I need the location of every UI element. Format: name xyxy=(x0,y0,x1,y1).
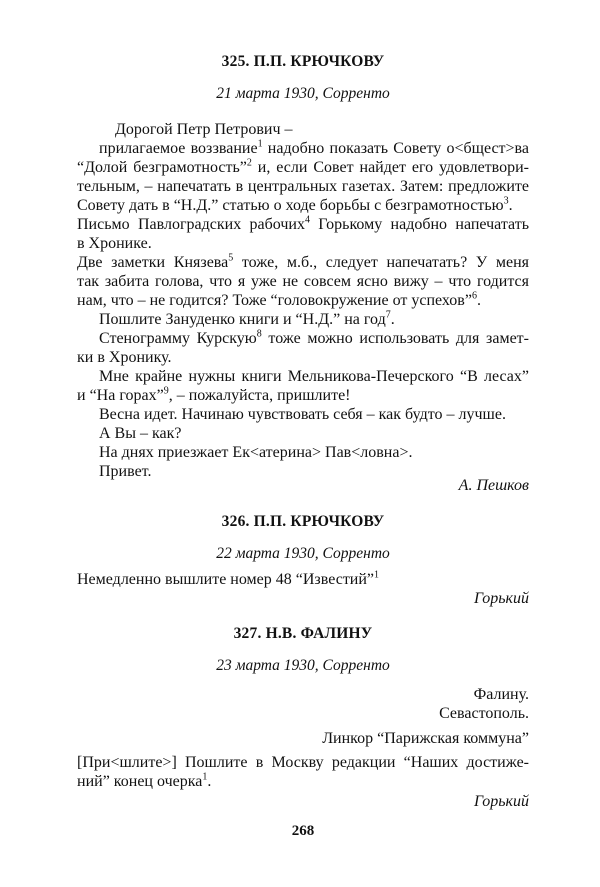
footnote-ref: 7 xyxy=(385,309,391,321)
footnote-ref: 9 xyxy=(163,385,169,397)
letter-325-heading: 325. П.П. КРЮЧКОВУ xyxy=(221,53,385,70)
letter-326-signature: Горький xyxy=(473,590,529,607)
footnote-ref: 1 xyxy=(202,771,208,783)
letter-325-line: так забита голова, что я уже не совсем ясно вижу – что годится xyxy=(77,273,529,290)
letter-325-line: Весна идет. Начинаю чувствовать себя – как будто – лучше. xyxy=(99,406,506,423)
footnote-ref: 1 xyxy=(257,138,263,150)
letter-325-line: ки в Хронику. xyxy=(77,349,172,366)
letter-326-line: Немедленно вышлите номер 48 “Известий”$^1$ xyxy=(77,569,380,588)
letter-325-line: Стенограмму Курскую$^8$ тоже можно использовать для замет- xyxy=(99,328,530,347)
letter-325-date: 21 марта 1930, Сорренто xyxy=(216,85,390,102)
letter-325-line: в Хронике. xyxy=(77,235,152,252)
letter-327-address-line: Линкор “Парижская коммуна” xyxy=(322,730,529,747)
letter-325-greeting: Дорогой Петр Петрович – xyxy=(115,121,293,138)
letter-325-line: Две заметки Князева$^5$ тоже, м.б., следует напечатать? У меня xyxy=(77,252,529,271)
footnote-ref: 6 xyxy=(471,290,477,302)
letter-325-line: Совету дать в “Н.Д.” статью о ходе борьбы с безграмотностью$^3$. xyxy=(77,195,513,214)
letter-327-address-line: Севастополь. xyxy=(439,705,529,722)
letter-325-line: А Вы – как? xyxy=(99,425,182,442)
letter-327-line: [При<шлите>] Пошлите в Москву редакции “Наших достиже- xyxy=(77,754,529,771)
letter-325-line: и “На горах”$^9$, – пожалуйста, пришлите! xyxy=(77,385,351,404)
letter-327-address-line: Фалину. xyxy=(473,686,529,703)
footnote-ref: 3 xyxy=(503,195,509,207)
letter-325-line: тельным, – напечатать в центральных газетах. Затем: предложите xyxy=(77,178,529,195)
footnote-ref: 1 xyxy=(374,569,380,581)
letter-325-line: Привет. xyxy=(99,463,152,480)
letter-326-date: 22 марта 1930, Сорренто xyxy=(216,545,390,562)
letter-326-heading: 326. П.П. КРЮЧКОВУ xyxy=(221,513,385,530)
letter-325-line: нам, что – не годится? Тоже “головокружение от успехов”$^6$. xyxy=(77,290,481,309)
page-number: 268 xyxy=(291,823,315,839)
footnote-ref: 5 xyxy=(228,252,234,264)
footnote-ref: 8 xyxy=(256,328,262,340)
letter-325-line: На днях приезжает Ек<атерина> Пав<ловна>. xyxy=(99,444,413,461)
letter-327-date: 23 марта 1930, Сорренто xyxy=(216,657,390,674)
letter-327-line: ний” конец очерка$^1$. xyxy=(77,771,212,790)
letter-325-line: Мне крайне нужны книги Мельникова-Печерского “В лесах” xyxy=(99,368,529,385)
letter-325-line: прилагаемое воззвание$^1$ надобно показать Совету о<бщест>ва xyxy=(99,138,530,157)
letter-325-line: “Долой безграмотность”$^2$ и, если Совет найдет его удовлетвори- xyxy=(77,157,529,176)
letter-325-line: Письмо Павлоградских рабочих$^4$ Горькому надобно напечатать xyxy=(77,214,529,233)
footnote-ref: 2 xyxy=(246,157,252,169)
footnote-ref: 4 xyxy=(304,214,310,226)
letter-325-signature: А. Пешков xyxy=(458,477,529,494)
letter-327-heading: 327. Н.В. ФАЛИНУ xyxy=(233,625,373,642)
letter-327-signature: Горький xyxy=(473,793,529,810)
letter-325-line: Пошлите Зануденко книги и “Н.Д.” на год$^7$. xyxy=(99,309,395,328)
